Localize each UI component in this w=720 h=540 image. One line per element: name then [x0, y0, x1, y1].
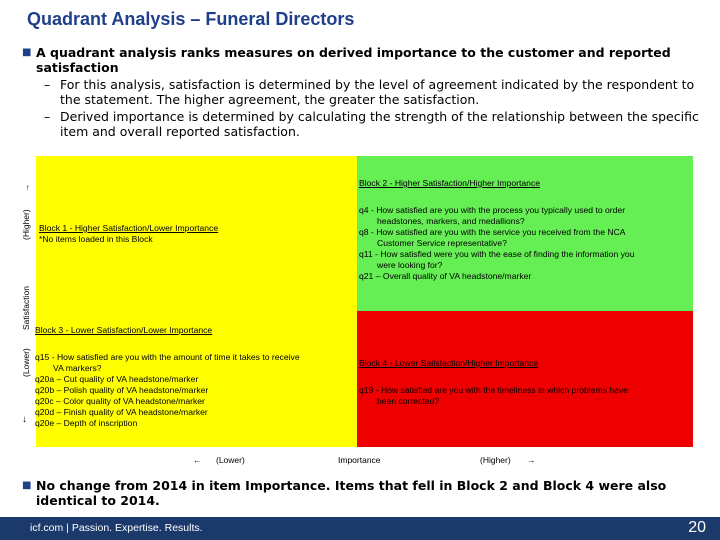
intro-sub-bullet-1	[22, 77, 702, 107]
block-2-item: q21 – Overall quality of VA headstone/marker	[359, 271, 532, 281]
block-2-item: were looking for?	[377, 260, 443, 270]
quadrant-block-3	[36, 311, 357, 447]
bullet-square-icon: ■	[22, 480, 32, 491]
block-1-content	[39, 223, 218, 245]
block-3-item: q20b – Polish quality of VA headstone/marker	[35, 385, 209, 395]
x-axis-higher-label: (Higher)	[480, 455, 511, 465]
block-4-items	[359, 385, 691, 407]
y-axis-title: Satisfaction	[21, 286, 31, 330]
x-axis-title: Importance	[338, 455, 381, 465]
intro-sub-bullet-2	[22, 109, 702, 139]
block-2-item: Customer Service representative?	[377, 238, 507, 248]
intro-sub-text-1: For this analysis, satisfaction is determined by the level of agreement indicated by the respondent to the statement. The higher agreement, the greater the satisfaction.	[60, 77, 695, 107]
x-axis-right-arrow-icon: →	[527, 455, 536, 465]
block-2-item: q11 - How satisfied were you with the ease of finding the information you	[359, 249, 635, 259]
footer-bar	[0, 517, 720, 540]
block-3-title: Block 3 - Lower Satisfaction/Lower Importance	[35, 325, 213, 335]
intro-main-bullet	[22, 45, 702, 75]
block-3-item: VA markers?	[53, 363, 102, 373]
dash-icon: –	[44, 77, 51, 92]
intro-bullets	[22, 45, 702, 139]
block-2-items	[359, 205, 691, 282]
y-axis	[18, 160, 34, 445]
x-axis-lower-label: (Lower)	[216, 455, 245, 465]
intro-main-text: A quadrant analysis ranks measures on derived importance to the customer and reported satisfaction	[36, 45, 671, 75]
block-1-item: *No items loaded in this Block	[39, 234, 153, 244]
page-number: 20	[688, 519, 706, 536]
y-axis-higher-label: (Higher)	[21, 209, 31, 240]
block-3-item: q20e – Depth of inscription	[35, 418, 138, 428]
y-axis-down-arrow-icon: ↓	[22, 414, 27, 425]
block-3-items	[35, 352, 357, 429]
quadrant-block-1	[36, 156, 357, 311]
block-4-item: q19 - How satisfied are you with the timeliness in which problems have	[359, 385, 628, 395]
y-axis-up-arrow-icon: →	[21, 183, 31, 192]
block-2-item: q8 - How satisfied are you with the service you received from the NCA	[359, 227, 626, 237]
block-3-item: q20c – Color quality of VA headstone/marker	[35, 396, 205, 406]
conclusion-text: No change from 2014 in item Importance. Items that fell in Block 2 and Block 4 were also identical to 2014.	[36, 478, 667, 508]
block-3-item: q15 - How satisfied are you with the amount of time it takes to receive	[35, 352, 300, 362]
x-axis-left-arrow-icon: ←	[193, 455, 202, 465]
quadrant-block-2	[357, 156, 693, 311]
quadrant-block-4	[357, 311, 693, 447]
dash-icon: –	[44, 109, 51, 124]
block-4-item: been corrected?	[377, 396, 440, 406]
y-axis-lower-label: (Lower)	[21, 348, 31, 377]
block-3-item: q20d – Finish quality of VA headstone/marker	[35, 407, 208, 417]
block-3-item: q20a – Cut quality of VA headstone/marker	[35, 374, 199, 384]
block-4-title: Block 4 - Lower Satisfaction/Higher Importance	[359, 358, 539, 368]
footer-brand: icf.com | Passion. Expertise. Results.	[30, 522, 203, 534]
conclusion-bullet	[22, 478, 696, 508]
page-title: Quadrant Analysis – Funeral Directors	[27, 9, 355, 29]
block-2-title: Block 2 - Higher Satisfaction/Higher Importance	[359, 178, 541, 188]
block-2-item: headstones, markers, and medallions?	[377, 216, 525, 226]
bullet-square-icon: ■	[22, 47, 32, 58]
block-2-item: q4 - How satisfied are you with the process you typically used to order	[359, 205, 626, 215]
intro-sub-text-2: Derived importance is determined by calculating the strength of the relationship between the specific item and overall reported satisfaction.	[60, 109, 699, 139]
block-1-title: Block 1 - Higher Satisfaction/Lower Importance	[39, 223, 219, 233]
